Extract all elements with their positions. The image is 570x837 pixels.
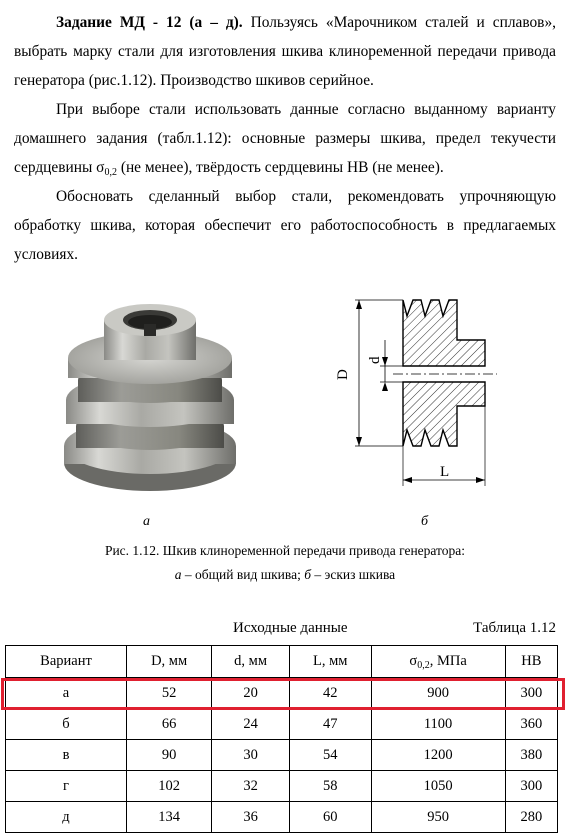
table-cell: б xyxy=(6,709,127,740)
table-cell: 134 xyxy=(127,802,212,833)
col-header-variant: Вариант xyxy=(6,646,127,678)
table-cell: 1100 xyxy=(371,709,505,740)
col-header-L: L, мм xyxy=(290,646,372,678)
table-cell: 52 xyxy=(127,678,212,709)
table-number: Таблица 1.12 xyxy=(473,620,556,636)
dim-L-label: L xyxy=(440,464,450,480)
table-cell: 42 xyxy=(290,678,372,709)
table-cell: 380 xyxy=(505,740,557,771)
dim-D-label: D xyxy=(335,369,351,380)
table-row xyxy=(6,802,558,833)
legend-b: б xyxy=(304,567,312,582)
table-cell: 36 xyxy=(212,802,290,833)
col-header-D: D, мм xyxy=(127,646,212,678)
table-row xyxy=(6,771,558,802)
figure-caption-legend xyxy=(0,567,570,583)
table-cell: 280 xyxy=(505,802,557,833)
table-cell: 20 xyxy=(212,678,290,709)
legend-a: а xyxy=(174,567,182,582)
source-data-table xyxy=(5,645,558,833)
table-cell: 24 xyxy=(212,709,290,740)
task-paragraph-2-text-b: (не менее), твёрдость сердцевины НВ (не менее). xyxy=(116,159,444,176)
task-paragraph-1 xyxy=(14,8,556,95)
table-row xyxy=(6,709,558,740)
table-cell: 102 xyxy=(127,771,212,802)
col-header-HB: НВ xyxy=(505,646,557,678)
table-cell: а xyxy=(6,678,127,709)
table-cell: 47 xyxy=(290,709,372,740)
task-text xyxy=(14,8,556,269)
task-paragraph-2 xyxy=(14,95,556,182)
table-cell: 32 xyxy=(212,771,290,802)
table-cell: 54 xyxy=(290,740,372,771)
table-cell: 66 xyxy=(127,709,212,740)
col-header-sigma xyxy=(371,646,505,678)
table-title: Исходные данные xyxy=(233,620,348,636)
table-cell: 60 xyxy=(290,802,372,833)
task-paragraph-1-text: Пользуясь «Марочником сталей и сплавов», выбрать марку стали для изготовления шкива клиноременной передачи привода генератора (рис.1.12). Производство шкивов серийное. xyxy=(14,14,556,89)
task-paragraph-3: Обосновать сделанный выбор стали, рекомендовать упрочняющую обработку шкива, которая обеспечит его работоспособность в предлагаемых условиях. xyxy=(14,188,556,263)
legend-b-text: – эскиз шкива xyxy=(311,567,396,582)
table-cell: 300 xyxy=(505,771,557,802)
table-cell: 300 xyxy=(505,678,557,709)
table-cell: 30 xyxy=(212,740,290,771)
table-row xyxy=(6,678,558,709)
sigma-unit: , МПа xyxy=(429,653,467,669)
legend-a-text: – общий вид шкива; xyxy=(181,567,305,582)
task-heading: Задание МД - 12 (а – д). xyxy=(56,14,243,31)
table-cell: д xyxy=(6,802,127,833)
sigma-header-subscript: 0,2 xyxy=(417,660,430,671)
pulley-photo xyxy=(60,298,240,508)
figure-label-a: а xyxy=(143,514,150,529)
table-cell: 1200 xyxy=(371,740,505,771)
figure-label-b: б xyxy=(421,514,429,529)
table-cell: 950 xyxy=(371,802,505,833)
table-header-row xyxy=(6,646,558,678)
table-cell: г xyxy=(6,771,127,802)
pulley-sketch xyxy=(335,288,510,493)
table-cell: в xyxy=(6,740,127,771)
table-cell: 90 xyxy=(127,740,212,771)
col-header-d: d, мм xyxy=(212,646,290,678)
task-paragraph-2-text-a: При выборе стали использовать данные согласно выданному варианту домашнего задания (табл.1.12): основные размеры шкива, предел текучести сердцевины σ xyxy=(14,101,556,176)
table-cell: 900 xyxy=(371,678,505,709)
sigma-subscript: 0,2 xyxy=(104,167,117,178)
dim-d-label: d xyxy=(367,356,383,364)
table-cell: 1050 xyxy=(371,771,505,802)
figure-caption: Рис. 1.12. Шкив клиноременной передачи привода генератора: xyxy=(104,543,466,558)
sigma-symbol: σ xyxy=(409,653,418,669)
table-cell: 360 xyxy=(505,709,557,740)
table-cell: 58 xyxy=(290,771,372,802)
table-row xyxy=(6,740,558,771)
